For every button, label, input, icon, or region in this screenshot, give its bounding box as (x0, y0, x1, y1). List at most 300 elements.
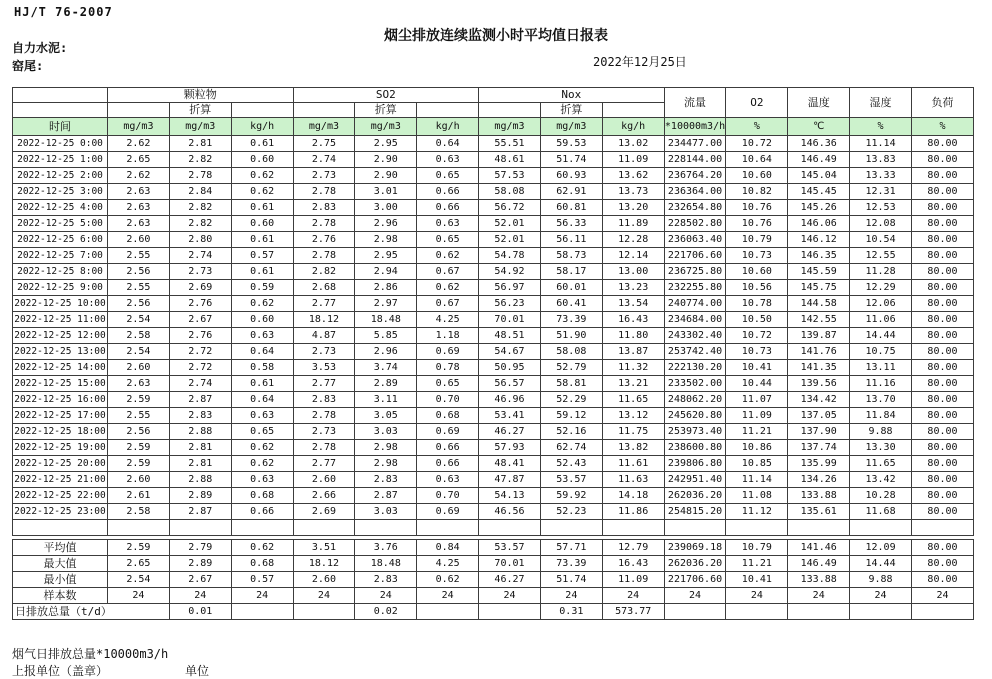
value-cell: 9.88 (850, 424, 912, 440)
value-cell: 2.74 (169, 248, 231, 264)
hourly-row (13, 408, 974, 424)
value-cell: 0.57 (231, 248, 293, 264)
time-cell: 2022-12-25 8:00 (13, 264, 108, 280)
summary-row (13, 588, 974, 604)
value-cell: 2.83 (355, 472, 417, 488)
value-cell: 253742.40 (664, 344, 726, 360)
time-cell: 2022-12-25 11:00 (13, 312, 108, 328)
value-cell: 3.00 (355, 200, 417, 216)
value-cell: 51.90 (540, 328, 602, 344)
value-cell: 0.31 (540, 604, 602, 620)
value-cell: 52.29 (540, 392, 602, 408)
hourly-row (13, 280, 974, 296)
value-cell: 58.08 (479, 184, 541, 200)
value-cell: 13.62 (602, 168, 664, 184)
time-cell: 2022-12-25 19:00 (13, 440, 108, 456)
value-cell: 2.87 (169, 392, 231, 408)
value-cell: 2.95 (355, 248, 417, 264)
value-cell: 2.78 (169, 168, 231, 184)
value-cell: 2.65 (108, 152, 170, 168)
time-cell: 2022-12-25 1:00 (13, 152, 108, 168)
value-cell: 3.03 (355, 504, 417, 520)
value-cell: 2.77 (293, 296, 355, 312)
value-cell: 2.83 (293, 392, 355, 408)
value-cell: 238600.80 (664, 440, 726, 456)
o2-header: O2 (726, 88, 788, 118)
value-cell: 2.76 (293, 232, 355, 248)
value-cell: 10.56 (726, 280, 788, 296)
value-cell: 2.55 (108, 280, 170, 296)
value-cell: 0.62 (417, 280, 479, 296)
empty-cell (293, 520, 355, 536)
hourly-row (13, 248, 974, 264)
value-cell: 2.59 (108, 440, 170, 456)
value-cell: 80.00 (911, 168, 973, 184)
unit-cell: % (850, 118, 912, 136)
value-cell: 2.75 (293, 136, 355, 152)
so2-group-header: SO2 (293, 88, 479, 103)
value-cell: 12.79 (602, 540, 664, 556)
value-cell: 80.00 (911, 280, 973, 296)
value-cell: 0.66 (231, 504, 293, 520)
value-cell: 240774.00 (664, 296, 726, 312)
value-cell: 18.48 (355, 312, 417, 328)
value-cell: 0.63 (231, 328, 293, 344)
value-cell: 236725.80 (664, 264, 726, 280)
value-cell: 10.73 (726, 248, 788, 264)
value-cell: 0.62 (417, 572, 479, 588)
value-cell: 46.27 (479, 572, 541, 588)
value-cell: 24 (417, 588, 479, 604)
time-column-header: 时间 (13, 118, 108, 136)
value-cell: 12.06 (850, 296, 912, 312)
value-cell: 248062.20 (664, 392, 726, 408)
value-cell: 2.60 (108, 472, 170, 488)
value-cell: 2.54 (108, 344, 170, 360)
value-cell: 11.89 (602, 216, 664, 232)
value-cell: 0.62 (231, 184, 293, 200)
value-cell: 80.00 (911, 216, 973, 232)
value-cell: 80.00 (911, 472, 973, 488)
corner-cell (13, 103, 108, 118)
value-cell: 3.05 (355, 408, 417, 424)
value-cell: 0.61 (231, 264, 293, 280)
value-cell: 13.73 (602, 184, 664, 200)
value-cell: 0.68 (231, 488, 293, 504)
value-cell: 10.72 (726, 136, 788, 152)
value-cell: 14.44 (850, 328, 912, 344)
summary-label: 最小值 (13, 572, 108, 588)
group-header-row (13, 88, 974, 103)
value-cell: 11.84 (850, 408, 912, 424)
value-cell: 24 (850, 588, 912, 604)
value-cell: 59.53 (540, 136, 602, 152)
summary-table (12, 539, 974, 620)
hourly-row (13, 216, 974, 232)
value-cell: 0.63 (231, 472, 293, 488)
value-cell: 73.39 (540, 556, 602, 572)
value-cell: 253973.40 (664, 424, 726, 440)
value-cell: 2.69 (169, 280, 231, 296)
value-cell: 0.64 (231, 344, 293, 360)
value-cell: 0.78 (417, 360, 479, 376)
standard-code: HJ/T 76-2007 (14, 5, 113, 19)
value-cell: 11.06 (850, 312, 912, 328)
value-cell: 12.14 (602, 248, 664, 264)
value-cell: 2.98 (355, 456, 417, 472)
value-cell: 11.75 (602, 424, 664, 440)
value-cell: 146.36 (788, 136, 850, 152)
value-cell: 0.62 (231, 296, 293, 312)
empty-cell (231, 520, 293, 536)
value-cell: 2.62 (108, 136, 170, 152)
time-cell: 2022-12-25 6:00 (13, 232, 108, 248)
value-cell: 133.88 (788, 572, 850, 588)
value-cell: 134.26 (788, 472, 850, 488)
hourly-row (13, 328, 974, 344)
summary-label: 样本数 (13, 588, 108, 604)
value-cell: 2.69 (293, 504, 355, 520)
value-cell: 52.43 (540, 456, 602, 472)
unit-cell: kg/h (602, 118, 664, 136)
time-cell: 2022-12-25 7:00 (13, 248, 108, 264)
value-cell: 2.60 (108, 360, 170, 376)
value-cell: 10.79 (726, 232, 788, 248)
hourly-row (13, 488, 974, 504)
value-cell: 46.56 (479, 504, 541, 520)
value-cell: 0.61 (231, 232, 293, 248)
value-cell: 56.33 (540, 216, 602, 232)
value-cell: 13.23 (602, 280, 664, 296)
value-cell: 245620.80 (664, 408, 726, 424)
value-cell: 2.81 (169, 136, 231, 152)
value-cell: 236764.20 (664, 168, 726, 184)
value-cell: 2.68 (293, 280, 355, 296)
value-cell: 10.85 (726, 456, 788, 472)
value-cell: 10.60 (726, 264, 788, 280)
value-cell: 242951.40 (664, 472, 726, 488)
value-cell: 12.08 (850, 216, 912, 232)
value-cell: 52.01 (479, 232, 541, 248)
value-cell: 0.69 (417, 504, 479, 520)
value-cell: 4.87 (293, 328, 355, 344)
empty-cell (108, 520, 170, 536)
value-cell: 24 (911, 588, 973, 604)
value-cell: 10.86 (726, 440, 788, 456)
value-cell: 2.61 (108, 488, 170, 504)
value-cell: 133.88 (788, 488, 850, 504)
value-cell: 2.62 (108, 168, 170, 184)
value-cell: 0.69 (417, 344, 479, 360)
hourly-row (13, 456, 974, 472)
value-cell: 2.95 (355, 136, 417, 152)
hourly-row (13, 136, 974, 152)
value-cell: 146.12 (788, 232, 850, 248)
value-cell: 80.00 (911, 264, 973, 280)
value-cell: 2.65 (108, 556, 170, 572)
value-cell: 0.65 (417, 168, 479, 184)
value-cell: 2.58 (108, 328, 170, 344)
value-cell: 58.17 (540, 264, 602, 280)
empty-cell (602, 520, 664, 536)
value-cell: 58.73 (540, 248, 602, 264)
value-cell: 0.62 (231, 440, 293, 456)
value-cell: 0.64 (417, 136, 479, 152)
empty-row (13, 520, 974, 536)
value-cell: 58.81 (540, 376, 602, 392)
value-cell: 11.86 (602, 504, 664, 520)
value-cell: 2.84 (169, 184, 231, 200)
value-cell: 10.44 (726, 376, 788, 392)
value-cell: 2.54 (108, 572, 170, 588)
value-cell: 4.25 (417, 556, 479, 572)
unit-cell: kg/h (231, 118, 293, 136)
value-cell: 0.63 (417, 216, 479, 232)
unit-cell: mg/m3 (479, 118, 541, 136)
value-cell: 2.80 (169, 232, 231, 248)
unit-row (13, 118, 974, 136)
value-cell: 10.28 (850, 488, 912, 504)
time-cell: 2022-12-25 9:00 (13, 280, 108, 296)
value-cell: 10.79 (726, 540, 788, 556)
unit-cell: mg/m3 (169, 118, 231, 136)
value-cell: 11.65 (602, 392, 664, 408)
value-cell: 2.60 (293, 572, 355, 588)
nox-converted-header: 折算 (540, 103, 602, 118)
value-cell (417, 604, 479, 620)
value-cell: 2.90 (355, 152, 417, 168)
value-cell (788, 604, 850, 620)
time-cell: 2022-12-25 18:00 (13, 424, 108, 440)
value-cell: 2.67 (169, 312, 231, 328)
value-cell: 62.91 (540, 184, 602, 200)
value-cell: 0.60 (231, 216, 293, 232)
value-cell: 12.53 (850, 200, 912, 216)
value-cell: 13.12 (602, 408, 664, 424)
value-cell: 18.12 (293, 312, 355, 328)
time-cell: 2022-12-25 3:00 (13, 184, 108, 200)
value-cell: 3.01 (355, 184, 417, 200)
value-cell: 2.83 (355, 572, 417, 588)
value-cell: 80.00 (911, 456, 973, 472)
value-cell: 2.58 (108, 504, 170, 520)
value-cell: 146.06 (788, 216, 850, 232)
time-cell: 2022-12-25 15:00 (13, 376, 108, 392)
value-cell: 24 (664, 588, 726, 604)
value-cell: 48.51 (479, 328, 541, 344)
hourly-row (13, 360, 974, 376)
value-cell: 141.46 (788, 540, 850, 556)
unit-cell: kg/h (417, 118, 479, 136)
value-cell: 12.31 (850, 184, 912, 200)
value-cell: 2.66 (293, 488, 355, 504)
value-cell: 145.75 (788, 280, 850, 296)
value-cell: 13.00 (602, 264, 664, 280)
value-cell (293, 604, 355, 620)
value-cell (479, 604, 541, 620)
value-cell: 52.79 (540, 360, 602, 376)
value-cell: 80.00 (911, 248, 973, 264)
value-cell: 5.85 (355, 328, 417, 344)
time-cell: 2022-12-25 13:00 (13, 344, 108, 360)
value-cell: 24 (479, 588, 541, 604)
value-cell: 0.63 (231, 408, 293, 424)
value-cell (726, 604, 788, 620)
value-cell: 228144.00 (664, 152, 726, 168)
time-cell: 2022-12-25 10:00 (13, 296, 108, 312)
value-cell: 2.78 (293, 184, 355, 200)
value-cell: 10.41 (726, 360, 788, 376)
value-cell: 2.56 (108, 296, 170, 312)
value-cell: 2.74 (169, 376, 231, 392)
value-cell: 80.00 (911, 312, 973, 328)
value-cell: 2.73 (293, 168, 355, 184)
value-cell: 12.29 (850, 280, 912, 296)
summary-row (13, 572, 974, 588)
value-cell: 2.81 (169, 456, 231, 472)
value-cell: 14.44 (850, 556, 912, 572)
time-cell: 2022-12-25 17:00 (13, 408, 108, 424)
value-cell: 54.67 (479, 344, 541, 360)
value-cell: 80.00 (911, 152, 973, 168)
value-cell: 0.58 (231, 360, 293, 376)
value-cell: 52.16 (540, 424, 602, 440)
hourly-row (13, 392, 974, 408)
value-cell: 243302.40 (664, 328, 726, 344)
value-cell: 14.18 (602, 488, 664, 504)
value-cell: 0.70 (417, 488, 479, 504)
value-cell: 2.82 (169, 216, 231, 232)
value-cell: 139.87 (788, 328, 850, 344)
empty-cell (479, 520, 541, 536)
value-cell: 145.45 (788, 184, 850, 200)
hourly-row (13, 232, 974, 248)
value-cell: 221706.60 (664, 572, 726, 588)
value-cell: 11.28 (850, 264, 912, 280)
value-cell: 135.61 (788, 504, 850, 520)
value-cell: 0.62 (231, 540, 293, 556)
value-cell: 2.81 (169, 440, 231, 456)
value-cell: 13.83 (850, 152, 912, 168)
hourly-row (13, 152, 974, 168)
value-cell: 0.68 (417, 408, 479, 424)
value-cell: 51.74 (540, 572, 602, 588)
value-cell: 2.77 (293, 456, 355, 472)
empty-cell (726, 520, 788, 536)
value-cell: 11.32 (602, 360, 664, 376)
daily-total-label: 日排放总量（t/d） (13, 604, 170, 620)
value-cell: 56.23 (479, 296, 541, 312)
value-cell: 10.78 (726, 296, 788, 312)
value-cell: 2.89 (169, 488, 231, 504)
value-cell: 0.62 (417, 248, 479, 264)
hourly-row (13, 424, 974, 440)
value-cell: 2.78 (293, 248, 355, 264)
value-cell: 80.00 (911, 540, 973, 556)
value-cell: 2.60 (293, 472, 355, 488)
hourly-row (13, 376, 974, 392)
value-cell: 2.72 (169, 360, 231, 376)
value-cell: 2.77 (293, 376, 355, 392)
value-cell: 2.89 (355, 376, 417, 392)
value-cell: 80.00 (911, 200, 973, 216)
value-cell: 1.18 (417, 328, 479, 344)
empty-cell (664, 520, 726, 536)
time-cell: 2022-12-25 16:00 (13, 392, 108, 408)
summary-row (13, 556, 974, 572)
value-cell: 13.87 (602, 344, 664, 360)
value-cell: 2.88 (169, 472, 231, 488)
value-cell: 3.74 (355, 360, 417, 376)
value-cell: 46.96 (479, 392, 541, 408)
value-cell: 11.08 (726, 488, 788, 504)
time-cell: 2022-12-25 4:00 (13, 200, 108, 216)
value-cell: 12.28 (602, 232, 664, 248)
value-cell: 2.97 (355, 296, 417, 312)
value-cell: 48.41 (479, 456, 541, 472)
value-cell: 0.02 (355, 604, 417, 620)
value-cell: 2.76 (169, 296, 231, 312)
value-cell: 139.56 (788, 376, 850, 392)
value-cell: 2.59 (108, 456, 170, 472)
value-cell: 142.55 (788, 312, 850, 328)
value-cell: 13.54 (602, 296, 664, 312)
flow-header: 流量 (664, 88, 726, 118)
value-cell: 54.13 (479, 488, 541, 504)
value-cell: 57.71 (540, 540, 602, 556)
value-cell: 11.14 (726, 472, 788, 488)
value-cell (664, 604, 726, 620)
value-cell: 3.11 (355, 392, 417, 408)
value-cell: 0.64 (231, 392, 293, 408)
value-cell: 0.65 (417, 232, 479, 248)
value-cell: 144.58 (788, 296, 850, 312)
value-cell: 221706.60 (664, 248, 726, 264)
value-cell: 13.42 (850, 472, 912, 488)
value-cell: 145.26 (788, 200, 850, 216)
empty-cell (13, 520, 108, 536)
value-cell: 2.82 (293, 264, 355, 280)
value-cell: 232654.80 (664, 200, 726, 216)
value-cell: 239806.80 (664, 456, 726, 472)
value-cell: 13.30 (850, 440, 912, 456)
value-cell: 573.77 (602, 604, 664, 620)
humidity-header: 湿度 (850, 88, 912, 118)
value-cell: 2.90 (355, 168, 417, 184)
value-cell (231, 604, 293, 620)
value-cell: 2.59 (108, 540, 170, 556)
value-cell: 145.59 (788, 264, 850, 280)
value-cell: 0.84 (417, 540, 479, 556)
value-cell: 11.21 (726, 556, 788, 572)
value-cell: 80.00 (911, 232, 973, 248)
value-cell: 0.57 (231, 572, 293, 588)
value-cell: 2.78 (293, 440, 355, 456)
value-cell: 11.65 (850, 456, 912, 472)
value-cell: 0.61 (231, 376, 293, 392)
value-cell: 0.70 (417, 392, 479, 408)
value-cell: 12.55 (850, 248, 912, 264)
value-cell: 2.73 (293, 344, 355, 360)
value-cell: 10.73 (726, 344, 788, 360)
value-cell: 228502.80 (664, 216, 726, 232)
value-cell: 13.70 (850, 392, 912, 408)
value-cell: 80.00 (911, 488, 973, 504)
blank-cell (602, 103, 664, 118)
hourly-row (13, 200, 974, 216)
value-cell: 10.41 (726, 572, 788, 588)
time-cell: 2022-12-25 14:00 (13, 360, 108, 376)
